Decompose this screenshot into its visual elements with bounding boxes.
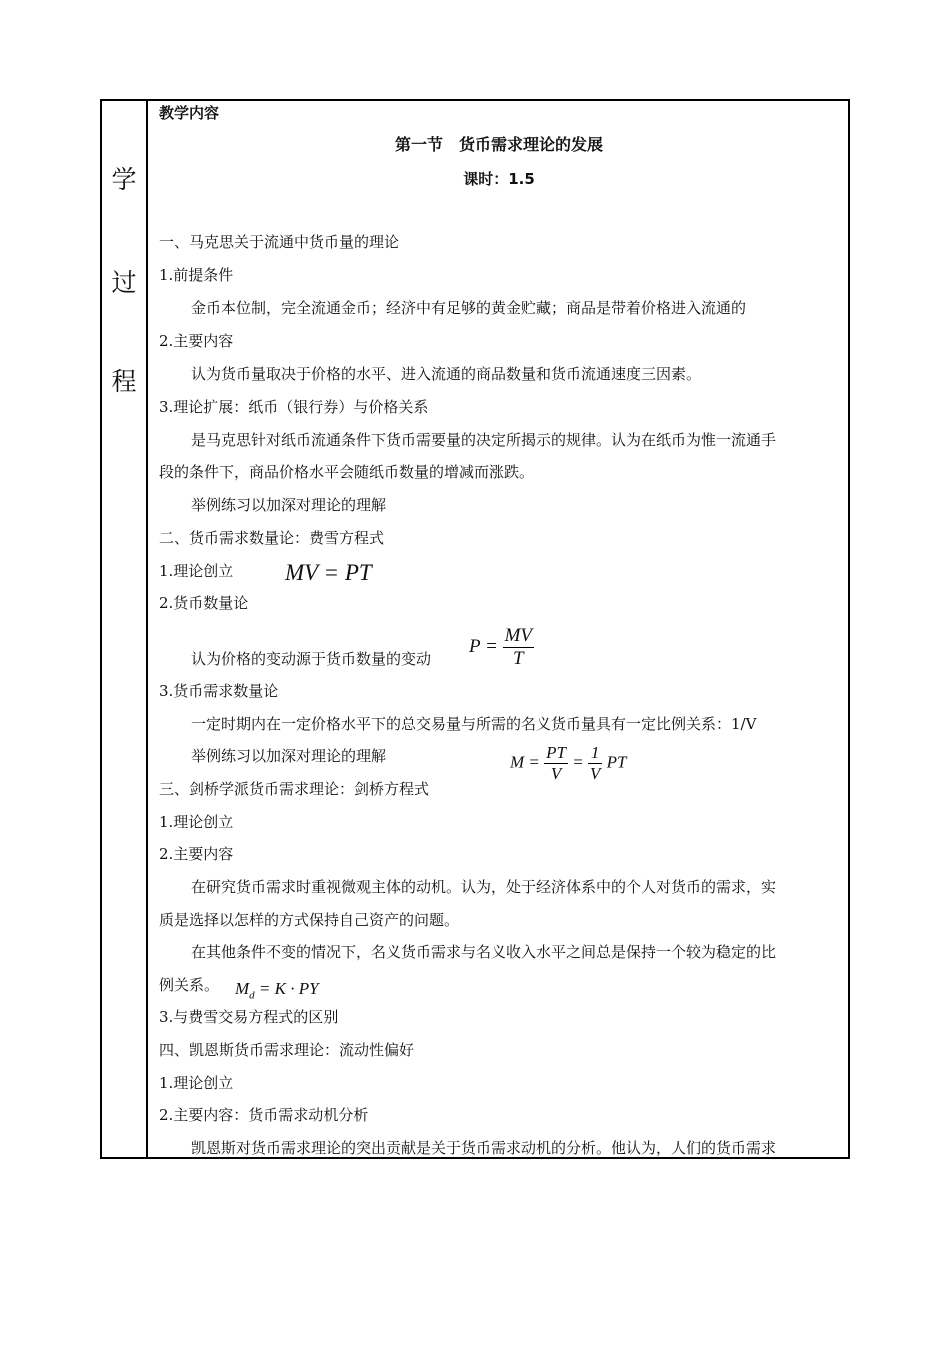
content-label: 教学内容 — [159, 104, 220, 122]
denominator: V — [550, 764, 562, 783]
side-char-3: 程 — [111, 367, 137, 396]
denominator: T — [513, 648, 524, 669]
formula-lhs: P = — [469, 635, 498, 657]
paragraph: 认为价格的变动源于货币数量的变动 — [191, 650, 432, 668]
formula-subscript: d — [249, 989, 255, 1002]
heading-1: 一、马克思关于流通中货币量的理论 — [159, 233, 400, 251]
subheading: 1.前提条件 — [159, 266, 234, 284]
paragraph: 在其他条件不变的情况下，名义货币需求与名义收入水平之间总是保持一个较为稳定的比 — [191, 943, 777, 961]
subheading: 2.货币数量论 — [159, 594, 249, 612]
subheading: 1.理论创立 — [159, 562, 234, 580]
paragraph: 金币本位制，完全流通金币；经济中有足够的黄金贮藏；商品是带着价格进入流通的 — [191, 299, 747, 317]
subheading: 3.理论扩展：纸币（银行券）与价格关系 — [159, 398, 429, 416]
paragraph: 一定时期内在一定价格水平下的总交易量与所需的名义货币量具有一定比例关系：1/V — [191, 715, 757, 733]
formula-m: M — [235, 979, 250, 998]
paragraph: 举例练习以加深对理论的理解 — [191, 747, 387, 765]
fraction — [588, 743, 602, 784]
subheading: 1.理论创立 — [159, 813, 234, 831]
cambridge-equation — [235, 979, 319, 1001]
numerator: PT — [546, 743, 566, 762]
subheading: 2.主要内容 — [159, 845, 234, 863]
paragraph: 段的条件下，商品价格水平会随纸币数量的增减而涨跌。 — [159, 463, 535, 481]
formula-tail: PT — [606, 752, 627, 772]
subheading: 3.与费雪交易方程式的区别 — [159, 1008, 339, 1026]
paragraph: 凯恩斯对货币需求理论的突出贡献是关于货币需求动机的分析。他认为，人们的货币需求 — [191, 1139, 777, 1157]
fisher-equation: MV = PT — [285, 560, 372, 585]
denominator: V — [589, 764, 601, 783]
formula-rest: = K · PY — [254, 979, 319, 998]
equals-sign: = — [572, 752, 584, 772]
demand-formula — [510, 743, 626, 784]
paragraph: 举例练习以加深对理论的理解 — [191, 496, 387, 514]
side-char-2: 过 — [111, 268, 137, 297]
section-title: 第一节 货币需求理论的发展 — [394, 135, 603, 154]
subheading: 2.主要内容 — [159, 332, 234, 350]
paragraph: 是马克思针对纸币流通条件下货币需要量的决定所揭示的规律。认为在纸币为惟一流通手 — [191, 431, 777, 449]
content-cell — [150, 101, 848, 1157]
class-hours: 课时：1.5 — [463, 170, 535, 188]
numerator: 1 — [588, 743, 602, 764]
side-char-1: 学 — [111, 165, 137, 194]
paragraph: 例关系。 — [159, 976, 220, 994]
numerator: MV — [504, 625, 533, 646]
paragraph: 认为货币量取决于价格的水平、进入流通的商品数量和货币流通速度三因素。 — [191, 365, 702, 383]
heading-3: 三、剑桥学派货币需求理论：剑桥方程式 — [159, 780, 430, 798]
heading-4: 四、凯恩斯货币需求理论：流动性偏好 — [159, 1041, 415, 1059]
paragraph: 质是选择以怎样的方式保持自己资产的问题。 — [159, 911, 460, 929]
subheading: 2.主要内容：货币需求动机分析 — [159, 1106, 369, 1124]
fraction — [544, 743, 568, 784]
paragraph: 在研究货币需求时重视微观主体的动机。认为，处于经济体系中的个人对货币的需求，实 — [191, 878, 777, 896]
price-formula — [469, 625, 534, 670]
subheading: 1.理论创立 — [159, 1074, 234, 1092]
fraction — [503, 625, 534, 670]
lesson-table — [100, 99, 850, 1159]
formula-lhs: M = — [510, 752, 540, 772]
subheading: 3.货币需求数量论 — [159, 682, 279, 700]
side-column — [102, 101, 148, 1157]
heading-2: 二、货币需求数量论：费雪方程式 — [159, 529, 385, 547]
